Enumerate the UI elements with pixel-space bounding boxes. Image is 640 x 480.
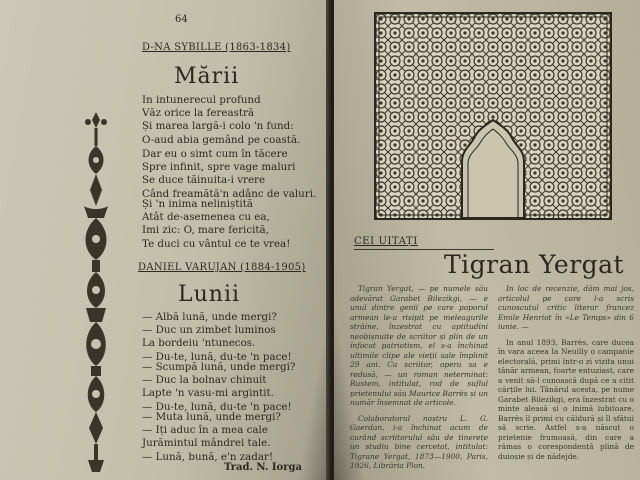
verse-line: Atât de-asemenea cu ea, xyxy=(142,211,270,224)
verse-line: Și 'n inima neliniștită xyxy=(142,198,253,210)
verse-line: — Duc un zimbet luminos xyxy=(142,324,276,337)
article-title: Tigran Yergat xyxy=(444,250,625,279)
paragraph: In anul 1893, Barrès, care ducea în vara aceea la Neuilly o campanie electorală, primi într-o zi vizita unui tânăr armean, foarte entuziast, care a venit să-l cunoască după ce a citit cărțile lui. Tânărul acesta, pe nume Garabet Bilezikgi, era înzestrat cu o minte aleasă și o inimă iubitoare. Barrès îl primi cu căldură și îl sfătui să scrie. Astfel s-a născut o prietenie frumoasă, din care a rămas o corespondență plină de duioșie și de nădejde. xyxy=(498,337,634,461)
poem1-stanza-2 xyxy=(142,148,316,201)
poem2-author-header: DANIEL VARUJAN (1884-1905) xyxy=(138,262,306,273)
poem2-stanza-2 xyxy=(142,361,295,414)
page-number: 64 xyxy=(175,14,188,25)
decorative-arch-illustration xyxy=(374,12,612,220)
verse-line: — Lună, bună, e'n zadar! xyxy=(142,450,274,463)
poem2-stanza-3 xyxy=(142,411,281,464)
poem2-title: Lunii xyxy=(178,282,241,307)
vertical-ornament xyxy=(76,110,116,480)
poem1-stanza-3 xyxy=(142,198,290,251)
paragraph: Tigran Yergat, — pe numele său adevărat Garabet Bilezikgi, — e unul dintre genii pe care poporul armean le-a risipit pe meleagurile străine, înzestrat cu aptitudini neobișnuite de scriitor și plin de un înfocat patriotism, el s-a închinat ultimile clipe ale vieții sale împlinit 29 ani. Ca scriitor, opera sa e redusă, — un roman neterminat: Rustem, intitulat, rod de suflul prietenului său Maurice Barrès și un număr însemnat de articole. xyxy=(350,284,488,407)
article-column-2 xyxy=(498,284,634,480)
verse-line: — Duc la bolnav chinuit xyxy=(142,374,267,387)
verse-line: In intunerecul profund xyxy=(142,94,261,106)
verse-line: Spre infinit, spre vage maluri xyxy=(142,161,296,174)
verse-line: Imi zic: O, mare fericită, xyxy=(142,224,269,237)
verse-line: La bordeiu 'ntunecos. xyxy=(142,337,256,350)
verse-line: Dar eu o simt cum în tăcere xyxy=(142,148,288,160)
verse-line: — Du-te, lună, du-te 'n pace! xyxy=(142,350,292,363)
verse-line: — Du-te, lună, du-te 'n pace! xyxy=(142,400,292,413)
verse-line: Când freamătă'n adânc de valuri. xyxy=(142,187,317,200)
article-column-1 xyxy=(350,284,488,480)
poem1-stanza-1 xyxy=(142,94,300,147)
paragraph: Colaboratorul nostru L. G. Gaerdan, i-a închinat acum de curând scriitorului său de tinerețe un studiu bine cercetat, intitulat: Tigrane Yergat, 1873—1900, Paris, 1926, Librăria Plon. xyxy=(350,413,488,470)
verse-line: — Iți aduc în a mea cale xyxy=(142,424,268,437)
verse-line: Te duci cu vântul ce te vrea! xyxy=(142,237,291,250)
verse-line: Lapte 'n vasu-mi argintit. xyxy=(142,387,274,400)
verse-line: Și marea largă-i colo 'n fund: xyxy=(142,120,294,133)
poem2-stanza-1 xyxy=(142,311,292,364)
paragraph: In loc de recenzie, dăm mai jos, articolul pe care l-a scris cunoscutul critic literar francez Emile Henriot în «Le Temps» din 6 iunie. — xyxy=(498,284,634,331)
verse-line: Văz orice la fereastră xyxy=(142,107,255,120)
poem1-title: Mării xyxy=(174,64,240,89)
section-label: CEI UITAȚI xyxy=(354,236,418,247)
verse-line: O-aud abia gemând pe coastă. xyxy=(142,133,301,146)
poem1-author-header: D-NA SYBILLE (1863-1834) xyxy=(142,42,291,53)
right-page xyxy=(334,0,640,480)
verse-line: — Scumpă lună, unde mergi? xyxy=(142,361,296,373)
verse-line: Se duce tăinuita-i vrere xyxy=(142,174,266,187)
translator-credit: Trad. N. Iorga xyxy=(224,462,302,473)
verse-line: — Muta lună, unde mergi? xyxy=(142,411,281,423)
verse-line: — Albă lună, unde mergi? xyxy=(142,311,277,323)
verse-line: Jurămintul mândrei tale. xyxy=(142,437,271,450)
